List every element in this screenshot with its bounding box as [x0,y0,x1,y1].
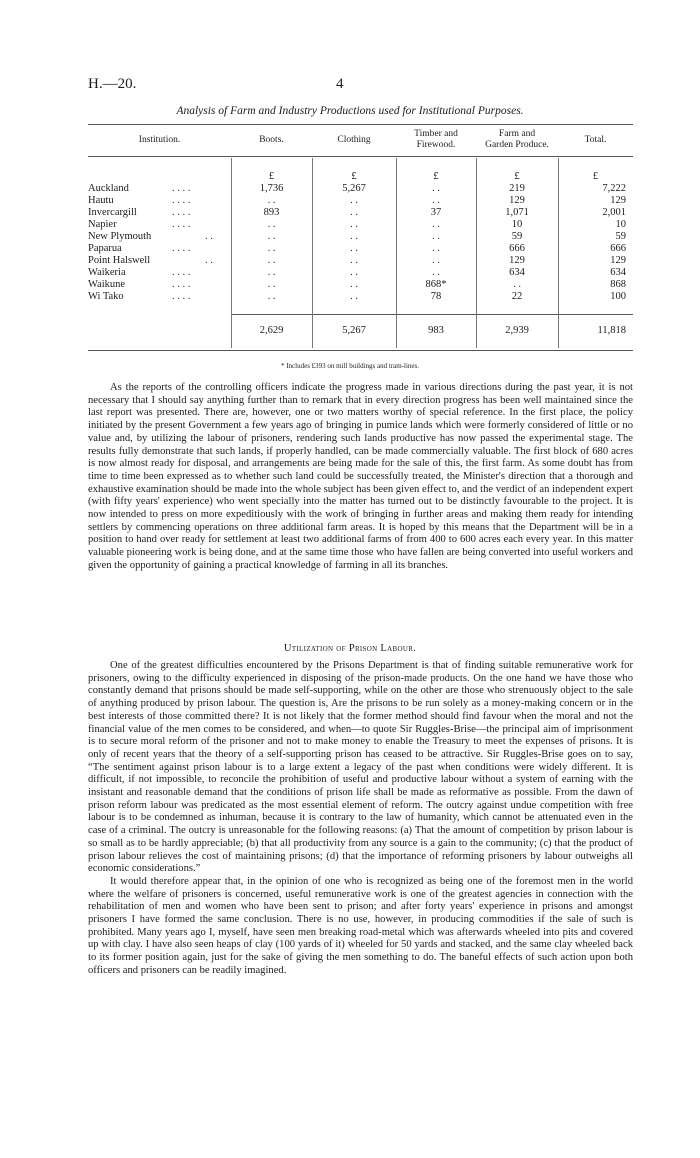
header-timber-line2: Firewood. [416,140,456,150]
row-clothing: . . [350,195,358,206]
row-institution: Point Halswell [88,255,151,266]
row-leader: . . [205,255,213,266]
row-boots: . . [267,291,276,302]
row-timber: . . [432,231,440,242]
table-subtotal-rule [231,314,633,315]
row-institution: New Plymouth [88,231,152,242]
row-farm: . . [513,279,521,290]
table-header-rule [88,156,633,157]
row-boots: . . [267,243,276,254]
currency-farm: £ [514,171,520,182]
row-clothing: 5,267 [342,183,366,194]
row-clothing: . . [350,291,358,302]
header-boots: Boots. [259,135,284,145]
currency-clothing: £ [351,171,357,182]
total-clothing: 5,267 [342,325,366,336]
paragraph: As the reports of the controlling officers indicate the progress made in various directions during the past year, it is not necessary that I should say anything further than to remark that in every direction progress has been well maintained since the last report was presented. There are, however, one or two matters worthy of special reference. In the first place, the policy initiated by the present Government a few years ago of bringing in pumice lands which were formerly considered of little or no value and, by utilizing the labour of prisoners, rendering such lands productive has now passed the experimental stage. The results fully demonstrate that such lands, if properly handled, can be made commercially valuable. The first block of 680 acres is now almost ready for disposal, and arrangements are being made for the sale of this, the first farm. As some doubt has from time to time been expressed as to whether such land could be successfully treated, the Minister's direction that a thorough and exhaustive examination should be made into the whole subject has been given effect to, and the verdict of an independent expert (with fifty years' experience) who went specially into the matter has turned out to be distinctly favourable to the project. It is now intended to press on more expeditiously with the work of bringing in further areas and making them ready for intending settlers by commencing operations on three additional farm areas. It is hoped by this means that the Department will be in a position to hand over ready for settlement at least two additional farms of from 400 to 600 acres each every year. In this matter valuable pioneering work is being done, and at the same time those who have fallen are being converted into useful workers and given the opportunity of gaining a practical knowledge of farming in all its branches. [88,382,633,571]
row-boots: . . [267,279,276,290]
total-boots: 2,629 [259,325,284,336]
row-clothing: . . [350,219,358,230]
row-leader: . . . . [172,219,191,230]
header-clothing: Clothing [337,135,371,145]
row-total: 10 [615,219,626,230]
total-grand: 11,818 [597,325,626,336]
row-farm: 129 [509,255,525,266]
row-farm: 10 [511,219,523,230]
row-farm: 59 [511,231,523,242]
row-boots: 893 [263,207,280,218]
row-total: 100 [610,291,626,302]
row-boots: . . [267,255,276,266]
row-farm: 129 [509,195,525,206]
row-leader: . . . . [172,243,191,254]
header-institution: Institution. [138,135,181,145]
row-institution: Wi Tako [88,291,124,302]
table-top-rule [88,124,633,125]
row-total: 666 [610,243,626,254]
table-bottom-rule [88,350,633,351]
row-institution: Invercargill [88,207,137,218]
row-farm: 666 [509,243,525,254]
row-timber: 37 [430,207,442,218]
row-leader: . . [205,231,213,242]
row-clothing: . . [350,255,358,266]
row-timber: 868* [425,279,447,290]
row-timber: . . [432,267,440,278]
total-farm: 2,939 [505,325,529,336]
row-institution: Hautu [88,195,114,206]
row-farm: 22 [511,291,523,302]
row-clothing: . . [350,279,358,290]
row-leader: . . . . [172,183,191,194]
row-boots: . . [267,195,276,206]
row-clothing: . . [350,267,358,278]
row-institution: Waikeria [88,267,126,278]
report-reference: H.—20. [88,76,137,92]
row-institution: Waikune [88,279,126,290]
row-farm: 219 [509,183,525,194]
row-timber: . . [432,183,440,194]
currency-timber: £ [433,171,439,182]
header-farm-line1: Farm and [498,129,536,139]
row-leader: . . . . [172,267,191,278]
row-boots: 1,736 [259,183,284,194]
paragraph: One of the greatest difficulties encountered by the Prisons Department is that of finding suitable remunerative work for prisoners, owing to the difficulty experienced in disposing of the prison-made products. On the one hand we have those who constantly demand that prisons should be made self-supporting, while on the other are those who strenuously object to the sale of anything produced by prison labour. The question is, Are the prisons to be run solely as a money-making concern or in the best interests of those committed there? It is not likely that the former method should find favour when the moral and not the financial value of the men comes to be considered, and when—to quote Sir Ruggles-Brise—the principal aim of imprisonment is to secure moral reform of the prisoner and not to make money to enable the Treasury to meet the expenses of prisons. It is only of recent years that the theory of a self-supporting prison has ceased to be attractive. Sir Ruggles-Brise goes on to say, “The sentiment against prison labour is to a large extent a legacy of the past when conditions were widely different. It is difficult, if not impossible, to reconcile the prohibition of useful and productive labour without a system of earning with the insistant and reasonable demand that the conditions of prison life shall be made as reformative as possible. From the dawn of prison reform labour was predicated as the most essential element of reform. The outcry against undue competition with free labour is to be condemned as inhuman, because it is contrary to the law of humanity, which cannot be attenuated even in the case of a criminal. The outcry is unreasonable for the following reasons: (a) That the amount of competition by prison labour is so small as to be hardly appreciable; (b) that all productivity from any source is a gain to the community; (c) that the product of prison labour relieves the cost of maintaining prisons; (d) that the importance of reforming prisoners by labour outweighs all economic considerations.” [88,660,633,875]
row-total: 129 [610,195,626,206]
row-total: 59 [615,231,626,242]
row-institution: Paparua [88,243,122,254]
row-timber: . . [432,195,440,206]
header-timber-line1: Timber and [414,129,458,139]
header-total: Total. [584,135,607,145]
currency-total: £ [592,171,599,182]
body-section-progress [88,382,633,573]
row-clothing: . . [350,231,358,242]
table-footnote: * Includes £393 on mill buildings and tram-lines. [280,362,420,370]
header-farm-line2: Garden Produce. [485,140,549,150]
row-timber: . . [432,255,440,266]
row-total: 7,222 [602,183,626,194]
row-leader: . . . . [172,207,191,218]
row-farm: 1,071 [505,207,529,218]
table-title: Analysis of Farm and Industry Productions used for Institutional Purposes. [176,105,524,117]
row-farm: 634 [509,267,525,278]
paragraph: It would therefore appear that, in the opinion of one who is recognized as being one of the foremost men in the world where the welfare of prisoners is concerned, useful remunerative work is one of the greatest agencies in connection with the rehabilitation of men and women who have been sent to prison; and after forty years' experience in prisons and amongst prisoners I have formed the same conclusion. There is no use, however, in producing commodities if the sale of such is prohibited. Many years ago I, myself, have seen men breaking road-metal which was afterwards wheeled into pits and covered up with clay. I have also seen heaps of clay (100 yards of it) wheeled for 50 yards and stacked, and the same clay wheeled back to its former position again, just for the sake of giving the men something to do. The baneful effects of such action upon both officers and prisoners can be readily imagined. [88,875,633,976]
total-timber: 983 [428,325,444,336]
row-boots: . . [267,267,276,278]
row-institution: Auckland [88,183,129,194]
body-section-prison-labour [88,660,633,978]
row-total: 868 [610,279,626,290]
row-total: 634 [610,267,626,278]
row-leader: . . . . [172,279,191,290]
row-boots: . . [267,231,276,242]
row-clothing: . . [350,207,358,218]
section-heading: Utilization of Prison Labour. [283,643,417,654]
row-timber: . . [432,219,440,230]
row-leader: . . . . [172,291,191,302]
row-timber: 78 [430,291,442,302]
row-clothing: . . [350,243,358,254]
page-number: 4 [336,76,344,92]
row-leader: . . . . [172,195,191,206]
row-total: 129 [610,255,626,266]
row-total: 2,001 [602,207,626,218]
row-timber: . . [432,243,440,254]
row-institution: Napier [88,219,117,230]
row-boots: . . [267,219,276,230]
currency-boots: £ [268,171,275,182]
